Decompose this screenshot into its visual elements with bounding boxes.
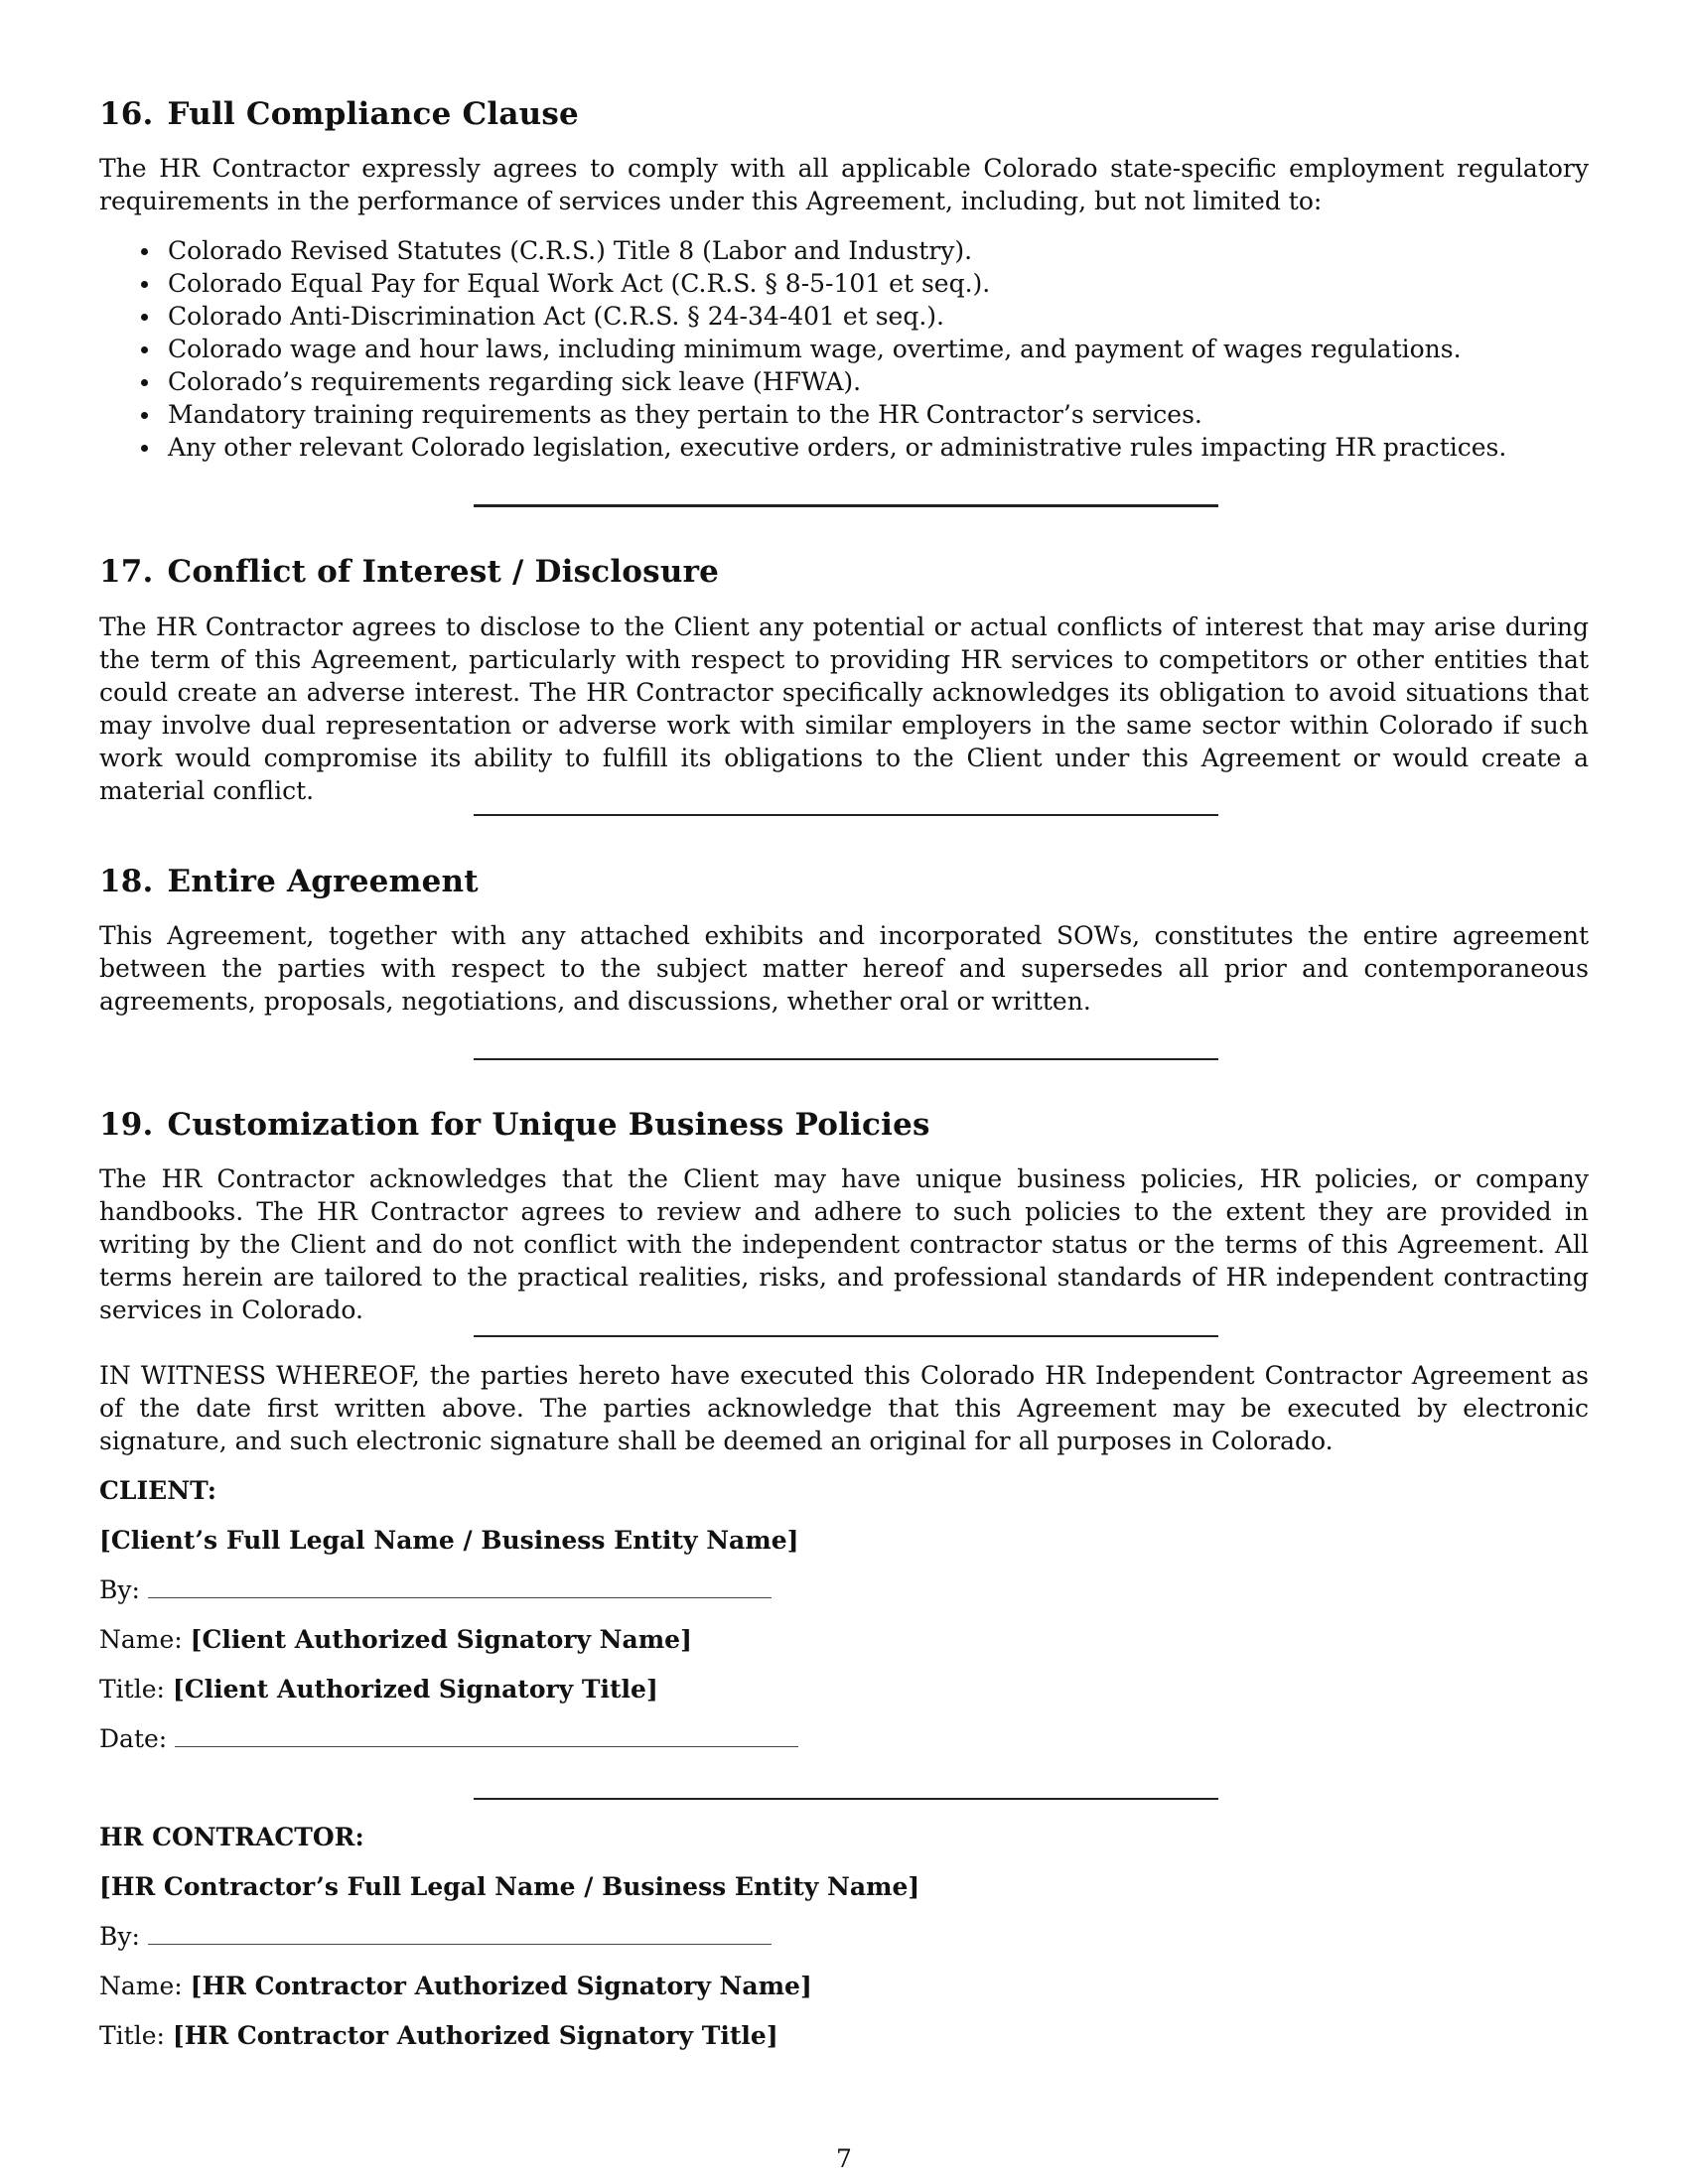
bullet-icon	[141, 281, 148, 288]
client-date-row: Date:	[99, 1722, 798, 1755]
list-item: Colorado Revised Statutes (C.R.S.) Title 8 (Labor and Industry).	[99, 234, 1506, 267]
section-18-heading: 18. Entire Agreement	[99, 864, 479, 899]
witness-statement: IN WITNESS WHEREOF, the parties hereto have executed this Colorado HR Independent Contractor Agreement as of the date first written above. The parties acknowledge that this Agreement may be executed by electronic signature, and such electronic signature shall be deemed an original for all purposes in Colorado.	[99, 1361, 1589, 1455]
client-by-row: By:	[99, 1573, 772, 1606]
list-item: Colorado’s requirements regarding sick leave (HFWA).	[99, 365, 1506, 398]
page-number: 7	[836, 2144, 852, 2173]
section-16-list	[99, 234, 1506, 464]
client-title-row: Title: [Client Authorized Signatory Title]	[99, 1675, 658, 1704]
contractor-name-row: Name: [HR Contractor Authorized Signatory Name]	[99, 1972, 812, 2000]
list-item: Colorado Anti-Discrimination Act (C.R.S. § 24-34-401 et seq.).	[99, 300, 1506, 333]
client-date-line[interactable]	[175, 1724, 798, 1747]
section-19-heading: 19. Customization for Unique Business Policies	[99, 1107, 930, 1143]
client-entity-name: [Client’s Full Legal Name / Business Entity Name]	[99, 1526, 799, 1555]
bullet-icon	[141, 379, 148, 386]
bullet-icon	[141, 346, 148, 353]
list-item: Mandatory training requirements as they pertain to the HR Contractor’s services.	[99, 398, 1506, 431]
list-item: Any other relevant Colorado legislation, executive orders, or administrative rules impacting HR practices.	[99, 431, 1506, 464]
contractor-entity-name: [HR Contractor’s Full Legal Name / Business Entity Name]	[99, 1872, 920, 1901]
section-divider	[474, 814, 1218, 816]
section-16-intro: The HR Contractor expressly agrees to comply with all applicable Colorado state-specific employment regulatory requirements in the performance of services under this Agreement, including, but not limited to:	[99, 154, 1589, 215]
list-item: Colorado Equal Pay for Equal Work Act (C.R.S. § 8-5-101 et seq.).	[99, 267, 1506, 300]
section-19-body: The HR Contractor acknowledges that the Client may have unique business policies, HR policies, or company handbooks. The HR Contractor agrees to review and adhere to such policies to the extent they are provided in writing by the Client and do not conflict with the independent contractor status or the terms of this Agreement. All terms herein are tailored to the practical realities, risks, and professional standards of HR independent contracting services in Colorado.	[99, 1164, 1589, 1324]
section-divider	[474, 1798, 1218, 1800]
section-18-body: This Agreement, together with any attached exhibits and incorporated SOWs, constitutes the entire agreement between the parties with respect to the subject matter hereof and supersedes all prior and contemporaneous agreements, proposals, negotiations, and discussions, whether oral or written.	[99, 921, 1589, 1016]
contractor-signature-line[interactable]	[148, 1922, 772, 1945]
contractor-title-row: Title: [HR Contractor Authorized Signatory Title]	[99, 2021, 778, 2050]
bullet-icon	[141, 248, 148, 255]
client-signature-line[interactable]	[148, 1575, 772, 1598]
bullet-icon	[141, 314, 148, 321]
bullet-icon	[141, 445, 148, 452]
section-17-heading: 17. Conflict of Interest / Disclosure	[99, 554, 720, 590]
bullet-icon	[141, 412, 148, 419]
client-heading: CLIENT:	[99, 1476, 217, 1505]
section-16-heading: 16. Full Compliance Clause	[99, 96, 579, 132]
contractor-heading: HR CONTRACTOR:	[99, 1823, 364, 1851]
list-item: Colorado wage and hour laws, including minimum wage, overtime, and payment of wages regulations.	[99, 333, 1506, 365]
section-divider	[474, 1058, 1218, 1060]
section-divider	[474, 504, 1218, 507]
section-17-body: The HR Contractor agrees to disclose to the Client any potential or actual conflicts of interest that may arise during the term of this Agreement, particularly with respect to providing HR services to competitors or other entities that could create an adverse interest. The HR Contractor specifically acknowledges its obligation to avoid situations that may involve dual representation or adverse work with similar employers in the same sector within Colorado if such work would compromise its ability to fulfill its obligations to the Client under this Agreement or would create a material conflict.	[99, 613, 1589, 805]
section-divider	[474, 1335, 1218, 1337]
client-name-row: Name: [Client Authorized Signatory Name]	[99, 1625, 692, 1654]
contractor-by-row: By:	[99, 1920, 772, 1953]
